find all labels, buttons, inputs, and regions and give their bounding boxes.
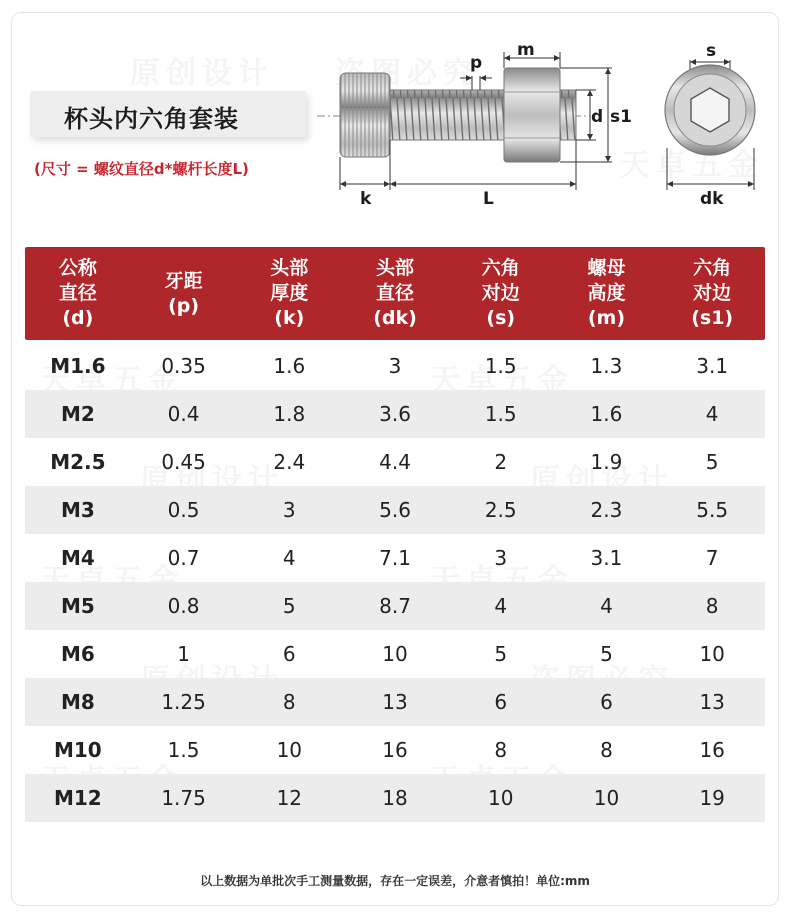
label-s1: s1 — [610, 107, 632, 127]
value-cell: 3 — [282, 498, 296, 522]
label-k: k — [360, 189, 372, 209]
column-header — [131, 247, 237, 340]
value-cell: 10 — [593, 786, 620, 810]
label-p: p — [470, 53, 483, 73]
size-cell: M2 — [60, 402, 95, 426]
column-header-line: 直径 — [376, 282, 415, 304]
value-cell: 10 — [382, 642, 408, 666]
label-d: d — [591, 107, 604, 127]
value-cell: 2 — [494, 450, 508, 474]
size-cell: M12 — [53, 786, 102, 810]
value-cell: 1.5 — [484, 354, 517, 378]
table-row — [25, 678, 765, 726]
size-cell: M8 — [60, 690, 95, 714]
column-header-line: 六角 — [481, 257, 520, 279]
column-header-line: (d) — [62, 307, 94, 329]
value-cell: 0.5 — [167, 498, 200, 522]
value-cell: 3.6 — [379, 402, 411, 426]
screw-diagram — [312, 38, 777, 213]
table-row — [25, 438, 765, 486]
value-cell: 18 — [382, 786, 408, 810]
value-cell: 5 — [705, 450, 719, 474]
column-header-line: (k) — [274, 307, 305, 329]
column-header-line: 牙距 — [164, 269, 203, 292]
column-header-line: 六角 — [693, 257, 732, 279]
size-formula-note: (尺寸 = 螺纹直径d*螺杆长度L) — [34, 160, 249, 178]
column-header-line: (m) — [587, 307, 626, 329]
column-header — [554, 247, 660, 340]
value-cell: 7 — [705, 546, 719, 570]
value-cell: 1.75 — [161, 786, 206, 810]
value-cell: 4 — [600, 594, 613, 618]
value-cell: 1.5 — [167, 738, 200, 762]
column-header-line: 螺母 — [587, 257, 626, 279]
value-cell: 5 — [282, 594, 296, 618]
value-cell: 5.5 — [696, 498, 729, 522]
table-row — [25, 630, 765, 678]
size-cell: M4 — [60, 546, 95, 570]
column-header-line: (s) — [486, 307, 516, 329]
value-cell: 2.3 — [590, 498, 623, 522]
value-cell: 4 — [705, 402, 719, 426]
value-cell: 10 — [699, 642, 725, 666]
value-cell: 1.9 — [590, 450, 623, 474]
column-header — [236, 247, 342, 340]
value-cell: 8 — [282, 690, 296, 714]
label-s: s — [706, 41, 717, 61]
value-cell: 1.5 — [484, 402, 517, 426]
column-header — [448, 247, 554, 340]
column-header-line: 对边 — [481, 282, 520, 304]
value-cell: 1.8 — [273, 402, 306, 426]
value-cell: 13 — [699, 690, 725, 714]
size-cell: M5 — [60, 594, 95, 618]
value-cell: 0.4 — [167, 402, 200, 426]
table-header — [25, 247, 765, 340]
column-header-line: (dk) — [373, 307, 417, 329]
table-body — [25, 342, 765, 822]
table-row — [25, 534, 765, 582]
column-header — [659, 247, 765, 340]
label-m: m — [517, 40, 535, 60]
value-cell: 6 — [494, 690, 508, 714]
value-cell: 16 — [699, 738, 725, 762]
value-cell: 0.7 — [167, 546, 200, 570]
column-header-line: 对边 — [693, 282, 732, 304]
column-header-line: (s1) — [691, 307, 734, 329]
screw-head — [340, 73, 390, 157]
size-cell: M3 — [60, 498, 95, 522]
value-cell: 8 — [705, 594, 719, 618]
value-cell: 10 — [488, 786, 514, 810]
value-cell: 1.3 — [590, 354, 623, 378]
value-cell: 2.5 — [484, 498, 517, 522]
value-cell: 0.8 — [167, 594, 200, 618]
table-row — [25, 342, 765, 390]
label-L: L — [483, 189, 494, 209]
value-cell: 13 — [382, 690, 408, 714]
value-cell: 5 — [600, 642, 613, 666]
value-cell: 10 — [276, 738, 303, 762]
value-cell: 19 — [699, 786, 725, 810]
value-cell: 8 — [494, 738, 508, 762]
value-cell: 0.35 — [161, 354, 206, 378]
value-cell: 7.1 — [379, 546, 411, 570]
column-header-line: 直径 — [58, 282, 97, 304]
column-header-line: 高度 — [587, 282, 626, 304]
table-row — [25, 726, 765, 774]
value-cell: 1 — [177, 642, 190, 666]
table-row — [25, 582, 765, 630]
label-dk: dk — [700, 189, 724, 209]
value-cell: 5.6 — [379, 498, 411, 522]
title-box — [30, 91, 306, 137]
size-cell: M10 — [53, 738, 102, 762]
column-header-line: 头部 — [376, 257, 415, 279]
value-cell: 12 — [276, 786, 303, 810]
size-cell: M1.6 — [50, 354, 106, 378]
value-cell: 2.4 — [273, 450, 306, 474]
spec-table — [25, 247, 765, 822]
column-header-line: 头部 — [270, 257, 309, 279]
value-cell: 3 — [388, 354, 402, 378]
column-header-line: (p) — [168, 294, 200, 317]
value-cell: 4.4 — [379, 450, 411, 474]
value-cell: 3.1 — [696, 354, 729, 378]
value-cell: 3 — [494, 546, 508, 570]
column-header — [25, 247, 131, 340]
column-header-line: 公称 — [58, 257, 97, 279]
value-cell: 8.7 — [379, 594, 411, 618]
value-cell: 3.1 — [590, 546, 623, 570]
size-cell: M2.5 — [50, 450, 106, 474]
value-cell: 6 — [600, 690, 613, 714]
page-title: 杯头内六角套装 — [64, 105, 239, 133]
table-row — [25, 486, 765, 534]
value-cell: 0.45 — [161, 450, 206, 474]
column-header — [342, 247, 448, 340]
value-cell: 4 — [494, 594, 508, 618]
value-cell: 1.6 — [273, 354, 306, 378]
value-cell: 16 — [382, 738, 408, 762]
value-cell: 6 — [282, 642, 296, 666]
size-cell: M6 — [60, 642, 95, 666]
value-cell: 4 — [282, 546, 296, 570]
footer-note: 以上数据为单批次手工测量数据，存在一定误差，介意者慎拍！单位:mm — [200, 874, 590, 888]
value-cell: 5 — [494, 642, 508, 666]
value-cell: 1.25 — [161, 690, 206, 714]
table-row — [25, 774, 765, 822]
nut — [504, 68, 560, 162]
value-cell: 1.6 — [590, 402, 623, 426]
column-header-line: 厚度 — [270, 282, 309, 304]
value-cell: 8 — [600, 738, 613, 762]
table-row — [25, 390, 765, 438]
